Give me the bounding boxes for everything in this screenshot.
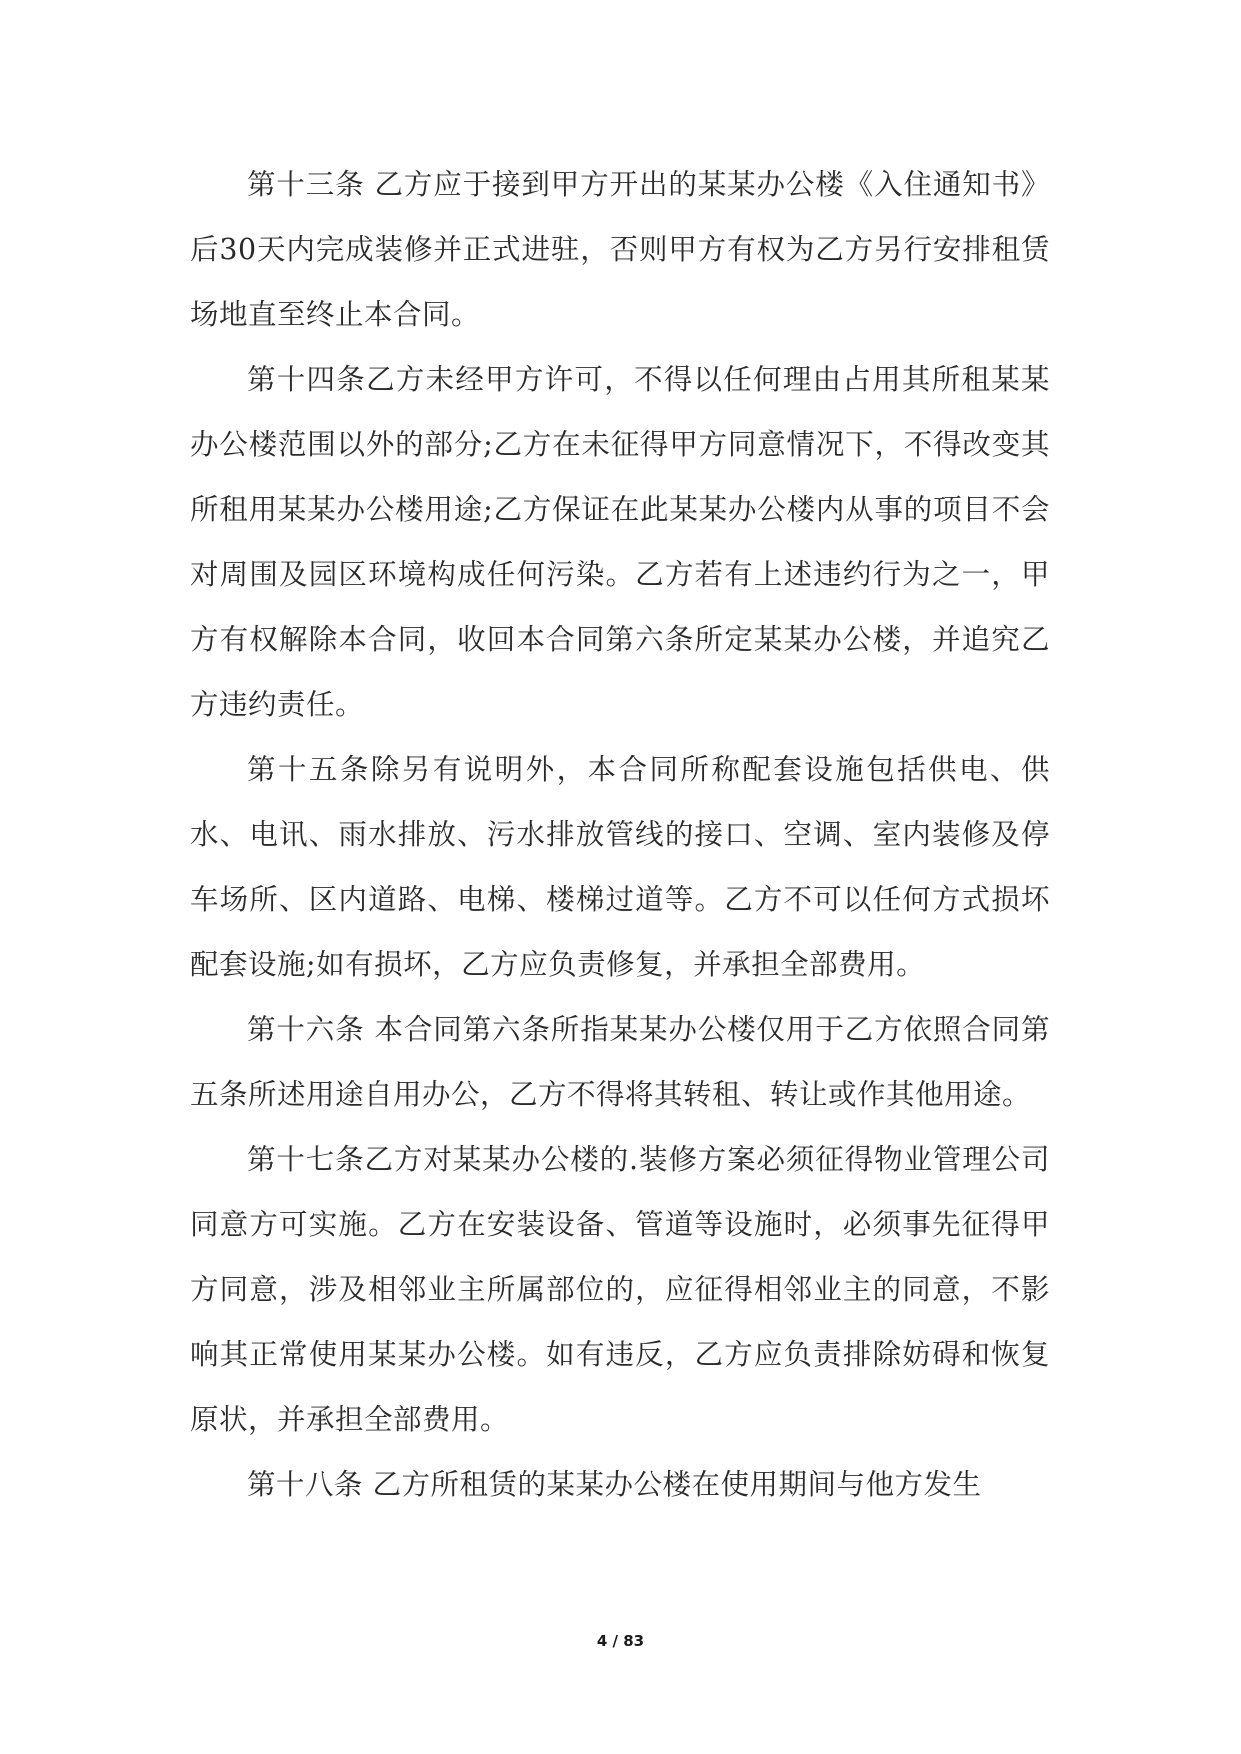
body-text: [190, 152, 1050, 1517]
paragraph-article-14: 第十四条乙方未经甲方许可，不得以任何理由占用其所租某某办公楼范围以外的部分;乙方在未征得甲方同意情况下，不得改变其所租用某某办公楼用途;乙方保证在此某某办公楼内从事的项目不会对周围及园区环境构成任何污染。乙方若有上述违约行为之一，甲方有权解除本合同，收回本合同第六条所定某某办公楼，并追究乙方违约责任。: [190, 363, 1050, 721]
paragraph-article-17: 第十七条乙方对某某办公楼的.装修方案必须征得物业管理公司同意方可实施。乙方在安装设备、管道等设施时，必须事先征得甲方同意，涉及相邻业主所属部位的，应征得相邻业主的同意，不影响其正常使用某某办公楼。如有违反，乙方应负责排除妨碍和恢复原状，并承担全部费用。: [190, 1143, 1050, 1436]
paragraph-article-15: 第十五条除另有说明外，本合同所称配套设施包括供电、供水、电讯、雨水排放、污水排放管线的接口、空调、室内装修及停车场所、区内道路、电梯、楼梯过道等。乙方不可以任何方式损坏配套设施;如有损坏，乙方应负责修复，并承担全部费用。: [190, 753, 1050, 981]
page-number: 4 / 83: [596, 1632, 645, 1650]
paragraph-article-13: 第十三条 乙方应于接到甲方开出的某某办公楼《入住通知书》后30天内完成装修并正式进驻，否则甲方有权为乙方另行安排租赁场地直至终止本合同。: [190, 168, 1050, 331]
paragraph-article-16: 第十六条 本合同第六条所指某某办公楼仅用于乙方依照合同第五条所述用途自用办公，乙方不得将其转租、转让或作其他用途。: [190, 1013, 1050, 1111]
paragraph-article-18: 第十八条 乙方所租赁的某某办公楼在使用期间与他方发生: [247, 1468, 982, 1501]
